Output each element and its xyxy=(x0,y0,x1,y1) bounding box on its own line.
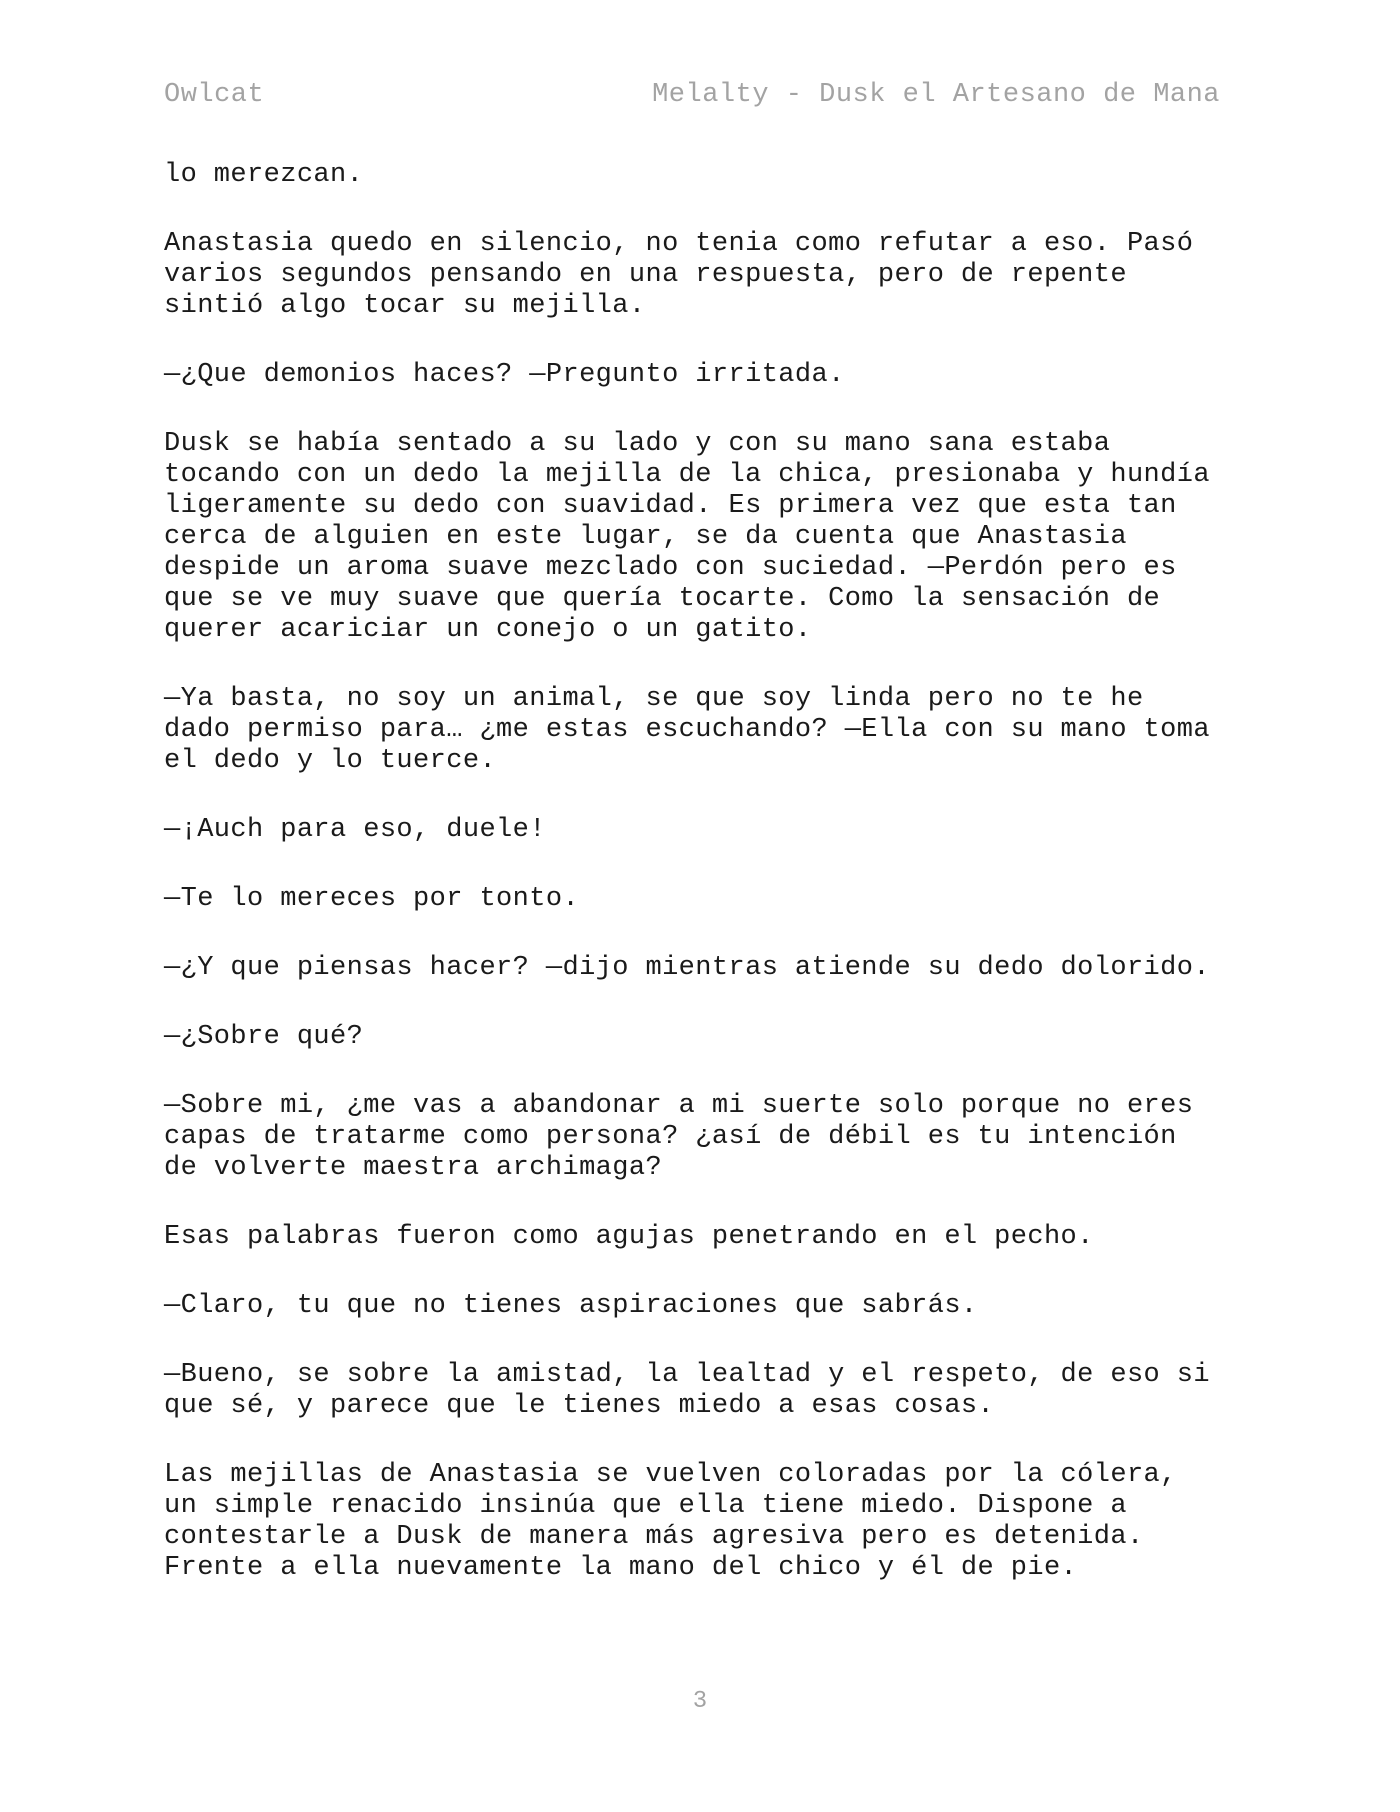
paragraph: —Ya basta, no soy un animal, se que soy linda pero no te he dado permiso para… ¿me estas escuchando? —Ella con su mano toma el dedo y lo tuerce. xyxy=(164,684,1210,776)
paragraph: Anastasia quedo en silencio, no tenia como refutar a eso. Pasó varios segundos pensando en una respuesta, pero de repente sintió algo tocar su mejilla. xyxy=(164,229,1194,321)
paragraph: —Bueno, se sobre la amistad, la lealtad y el respeto, de eso si que sé, y parece que le tienes miedo a esas cosas. xyxy=(164,1360,1210,1421)
paragraph: —Claro, tu que no tienes aspiraciones que sabrás. xyxy=(164,1291,978,1321)
paragraph: —¿Que demonios haces? —Pregunto irritada. xyxy=(164,360,845,390)
body-text xyxy=(164,160,1224,1622)
paragraph: lo merezcan. xyxy=(164,160,364,190)
header-author: Owlcat xyxy=(164,80,265,110)
paragraph: —Sobre mi, ¿me vas a abandonar a mi suerte solo porque no eres capas de tratarme como persona? ¿así de débil es tu intención de volverte maestra archimaga? xyxy=(164,1091,1194,1183)
paragraph: —¿Y que piensas hacer? —dijo mientras atiende su dedo dolorido. xyxy=(164,953,1210,983)
header-title: Melalty - Dusk el Artesano de Mana xyxy=(652,80,1220,110)
paragraph: Las mejillas de Anastasia se vuelven coloradas por la cólera, un simple renacido insinúa que ella tiene miedo. Dispone a contestarle a Dusk de manera más agresiva pero es detenida. Frente a ella nuevamente la mano del chico y él de pie. xyxy=(164,1460,1177,1583)
paragraph: Dusk se había sentado a su lado y con su mano sana estaba tocando con un dedo la mejilla de la chica, presionaba y hundía ligeramente su dedo con suavidad. Es primera vez que esta tan cerca de alguien en este lugar, se da cuenta que Anastasia despide un aroma suave mezclado con suciedad. —Perdón pero es que se ve muy suave que quería tocarte. Como la sensación de querer acariciar un conejo o un gatito. xyxy=(164,429,1210,645)
paragraph: —¡Auch para eso, duele! xyxy=(164,815,546,845)
paragraph: —¿Sobre qué? xyxy=(164,1022,364,1052)
page-number: 3 xyxy=(692,1688,708,1715)
paragraph: Esas palabras fueron como agujas penetrando en el pecho. xyxy=(164,1222,1094,1252)
running-header xyxy=(164,80,1220,110)
paragraph: —Te lo mereces por tonto. xyxy=(164,884,580,914)
